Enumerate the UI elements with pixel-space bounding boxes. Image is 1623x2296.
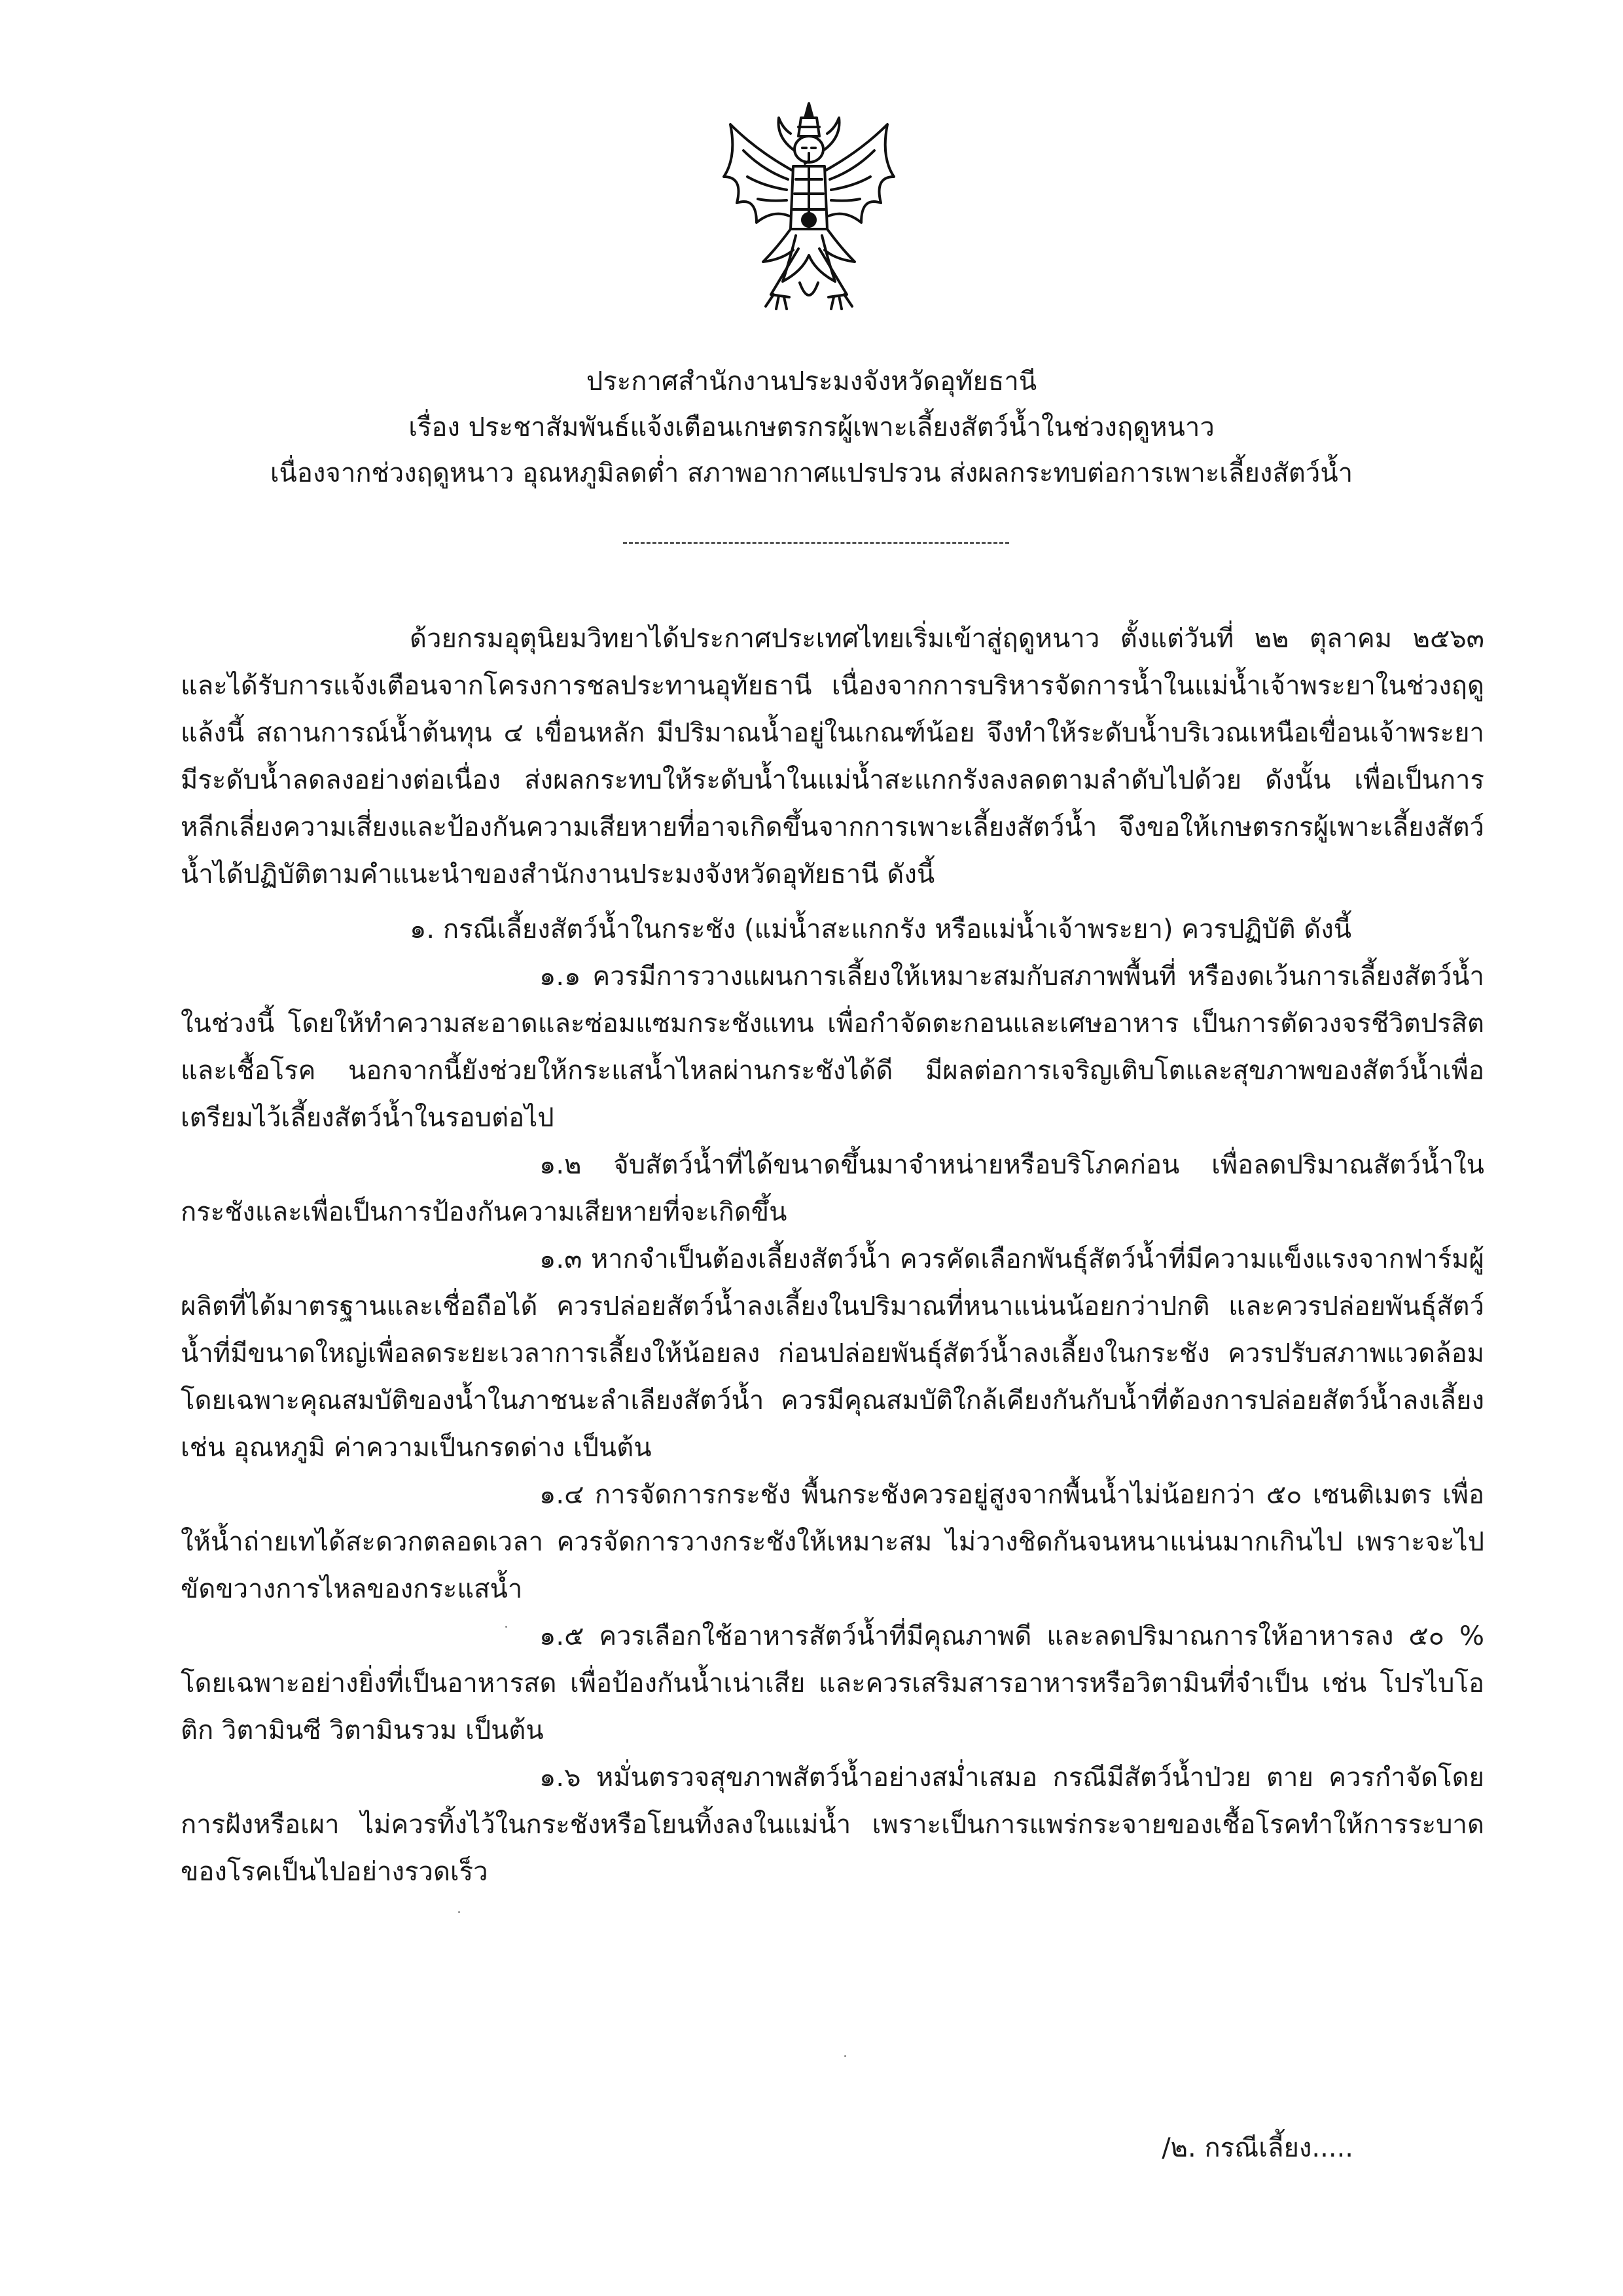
header-divider: [623, 542, 1009, 544]
section-1-item-5: ๑.๕ ควรเลือกใช้อาหารสัตว์น้ำที่มีคุณภาพดี และลดปริมาณการให้อาหารลง ๕๐ % โดยเฉพาะอย่างยิ่งที่เป็นอาหารสด เพื่อป้องกันน้ำเน่าเสีย และควรเสริมสารอาหารหรือวิตามินที่จำเป็น เช่น โปรไบโอติก วิตามินซี วิตามินรวม เป็นต้น: [181, 1621, 1484, 1746]
section-1-item-6: ๑.๖ หมั่นตรวจสุขภาพสัตว์น้ำอย่างสม่ำเสมอ กรณีมีสัตว์น้ำป่วย ตาย ควรกำจัดโดยการฝังหรือเผา ไม่ควรทิ้งไว้ในกระชังหรือโยนทิ้งลงในแม่น้ำ เพราะเป็นการแพร่กระจายของเชื้อโรคทำให้การระบาดของโรคเป็นไปอย่างรวดเร็ว: [181, 1763, 1484, 1887]
announcement-cause: เนื่องจากช่วงฤดูหนาว อุณหภูมิลดต่ำ สภาพอากาศแปรปรวน ส่งผลกระทบต่อการเพาะเลี้ยงสัตว์น้ำ: [270, 458, 1353, 488]
section-1-item-1: ๑.๑ ควรมีการวางแผนการเลี้ยงให้เหมาะสมกับสภาพพื้นที่ หรืองดเว้นการเลี้ยงสัตว์น้ำในช่วงนี้ โดยให้ทำความสะอาดและซ่อมแซมกระชังแทน เพื่อกำจัดตะกอนและเศษอาหาร เป็นการตัดวงจรชีวิตปรสิตและเชื้อโรค นอกจากนี้ยังช่วยให้กระแสน้ำไหลผ่านกระชังได้ดี มีผลต่อการเจริญเติบโตและสุขภาพของสัตว์น้ำเพื่อเตรียมไว้เลี้ยงสัตว์น้ำในรอบต่อไป: [181, 961, 1484, 1133]
section-1-item-3: ๑.๓ หากจำเป็นต้องเลี้ยงสัตว์น้ำ ควรคัดเลือกพันธุ์สัตว์น้ำที่มีความแข็งแรงจากฟาร์มผู้ผลิตที่ได้มาตรฐานและเชื่อถือได้ ควรปล่อยสัตว์น้ำลงเลี้ยงในปริมาณที่หนาแน่นน้อยกว่าปกติ และควรปล่อยพันธุ์สัตว์น้ำที่มีขนาดใหญ่เพื่อลดระยะเวลาการเลี้ยงให้น้อยลง ก่อนปล่อยพันธุ์สัตว์น้ำลงเลี้ยงในกระชัง ควรปรับสภาพแวดล้อมโดยเฉพาะคุณสมบัติของน้ำในภาชนะลำเลียงสัตว์น้ำ ควรมีคุณสมบัติใกล้เคียงกันกับน้ำที่ต้องการปล่อยสัตว์น้ำลงเลี้ยง เช่น อุณหภูมิ ค่าความเป็นกรดด่าง เป็นต้น: [181, 1244, 1484, 1463]
section-1-item-2: ๑.๒ จับสัตว์น้ำที่ได้ขนาดขึ้นมาจำหน่ายหรือบริโภคก่อน เพื่อลดปริมาณสัตว์น้ำในกระชังและเพื่อเป็นการป้องกันความเสียหายที่จะเกิดขึ้น: [181, 1150, 1484, 1227]
announcement-subject: เรื่อง ประชาสัมพันธ์แจ้งเตือนเกษตรกรผู้เพาะเลี้ยงสัตว์น้ำในช่วงฤดูหนาว: [408, 412, 1215, 442]
section-1-heading: ๑. กรณีเลี้ยงสัตว์น้ำในกระชัง (แม่น้ำสะแกกรัง หรือแม่น้ำเจ้าพระยา) ควรปฏิบัติ ดังนี้: [410, 914, 1352, 944]
garuda-emblem-icon: [711, 98, 907, 314]
section-1-item-4: ๑.๔ การจัดการกระชัง พื้นกระชังควรอยู่สูงจากพื้นน้ำไม่น้อยกว่า ๕๐ เซนติเมตร เพื่อให้น้ำถ่ายเทได้สะดวกตลอดเวลา ควรจัดการวางกระชังให้เหมาะสม ไม่วางชิดกันจนหนาแน่นมากเกินไป เพราะจะไปขัดขวางการไหลของกระแสน้ำ: [181, 1480, 1484, 1604]
announcement-body: [181, 615, 1484, 1895]
announcement-header: [183, 359, 1440, 503]
page-continuation-marker: /๒. กรณีเลี้ยง.....: [1162, 2133, 1353, 2163]
intro-paragraph: ด้วยกรมอุตุนิยมวิทยาได้ประกาศประเทศไทยเริ่มเข้าสู่ฤดูหนาว ตั้งแต่วันที่ ๒๒ ตุลาคม ๒๕๖๓ และได้รับการแจ้งเตือนจากโครงการชลประทานอุทัยธานี เนื่องจากการบริหารจัดการน้ำในแม่น้ำเจ้าพระยาในช่วงฤดูแล้งนี้ สถานการณ์น้ำต้นทุน ๔ เขื่อนหลัก มีปริมาณน้ำอยู่ในเกณฑ์น้อย จึงทำให้ระดับน้ำบริเวณเหนือเขื่อนเจ้าพระยามีระดับน้ำลดลงอย่างต่อเนื่อง ส่งผลกระทบให้ระดับน้ำในแม่น้ำสะแกกรังลงลดตามลำดับไปด้วย ดังนั้น เพื่อเป็นการหลีกเลี่ยงความเสี่ยงและป้องกันความเสียหายที่อาจเกิดขึ้นจากการเพาะเลี้ยงสัตว์น้ำ จึงขอให้เกษตรกรผู้เพาะเลี้ยงสัตว์น้ำได้ปฏิบัติตามคำแนะนำของสำนักงานประมงจังหวัดอุทัยธานี ดังนี้: [181, 624, 1484, 889]
announcement-title: ประกาศสำนักงานประมงจังหวัดอุทัยธานี: [586, 367, 1037, 397]
